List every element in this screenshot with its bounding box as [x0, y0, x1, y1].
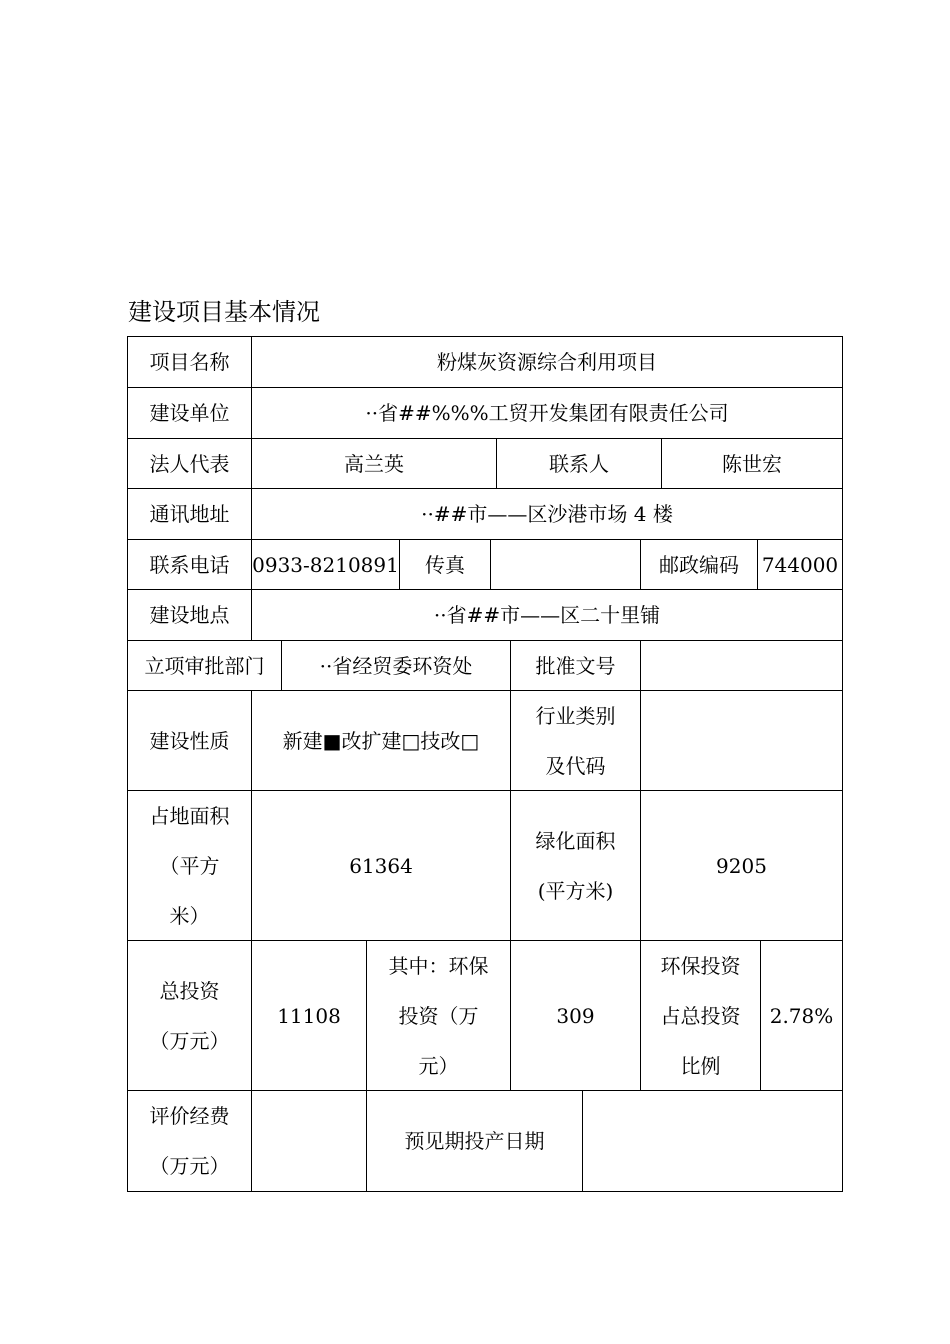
green-area-label-line2: (平方米): [537, 878, 614, 903]
industry-value: [641, 691, 842, 791]
land-area-label-line3: 米）: [169, 903, 210, 928]
nature-value: 新建■改扩建□技改□: [252, 691, 511, 791]
prod-date-value: [583, 1091, 842, 1191]
industry-label-line1: 行业类别: [535, 703, 616, 728]
approval-dept-value: ··省经贸委环资处: [282, 641, 511, 691]
legal-rep-label: 法人代表: [128, 439, 252, 489]
builder-value: ··省##%%%工贸开发集团有限责任公司: [252, 388, 842, 439]
phone-value: 0933-8210891: [252, 540, 400, 590]
total-invest-label-line2: （万元）: [149, 1028, 230, 1053]
env-ratio-label: [641, 941, 761, 1091]
env-invest-value: 309: [511, 941, 641, 1091]
contact-label: 联系人: [497, 439, 662, 489]
address-value: ··##市——区沙港市场 4 楼: [252, 489, 842, 540]
nature-label: 建设性质: [128, 691, 252, 791]
industry-label: [511, 691, 641, 791]
env-invest-label: [367, 941, 511, 1091]
builder-label: 建设单位: [128, 388, 252, 439]
industry-label-line2: 及代码: [545, 753, 606, 778]
total-invest-value: 11108: [252, 941, 367, 1091]
eval-fee-value: [252, 1091, 367, 1191]
land-area-label-line2: （平方: [159, 853, 220, 878]
site-label: 建设地点: [128, 590, 252, 641]
page-title: 建设项目基本情况: [128, 298, 320, 326]
env-invest-label-line1: 其中：环保: [388, 953, 489, 978]
eval-fee-label-line1: 评价经费: [149, 1104, 230, 1128]
project-info-table: [127, 336, 843, 1192]
legal-rep-value: 高兰英: [252, 439, 497, 489]
address-label: 通讯地址: [128, 489, 252, 540]
project-name-label: 项目名称: [128, 337, 252, 388]
postcode-label: 邮政编码: [641, 540, 758, 590]
total-invest-label: [128, 941, 252, 1091]
env-invest-label-line2: 投资（万: [398, 1003, 479, 1028]
postcode-value: 744000: [758, 540, 842, 590]
eval-fee-label: [128, 1091, 252, 1191]
total-invest-label-line1: 总投资: [159, 978, 220, 1003]
env-ratio-value: 2.78%: [761, 941, 842, 1091]
land-area-label-line1: 占地面积: [149, 803, 230, 828]
contact-value: 陈世宏: [662, 439, 842, 489]
phone-label: 联系电话: [128, 540, 252, 590]
site-value: ··省##市——区二十里铺: [252, 590, 842, 641]
green-area-label-line1: 绿化面积: [535, 828, 616, 853]
env-ratio-label-line1: 环保投资: [660, 953, 741, 978]
prod-date-label: 预见期投产日期: [367, 1091, 583, 1191]
land-area-value: 61364: [252, 791, 511, 941]
env-invest-label-line3: 元）: [418, 1053, 459, 1078]
eval-fee-label-line2: （万元）: [149, 1154, 230, 1178]
green-area-label: [511, 791, 641, 941]
project-name-value: 粉煤灰资源综合利用项目: [252, 337, 842, 388]
green-area-value: 9205: [641, 791, 842, 941]
approval-dept-label: 立项审批部门: [128, 641, 282, 691]
land-area-label: [128, 791, 252, 941]
fax-label: 传真: [400, 540, 491, 590]
approval-doc-label: 批准文号: [511, 641, 641, 691]
env-ratio-label-line3: 比例: [680, 1053, 721, 1078]
approval-doc-value: [641, 641, 842, 691]
fax-value: [491, 540, 641, 590]
env-ratio-label-line2: 占总投资: [660, 1003, 741, 1028]
